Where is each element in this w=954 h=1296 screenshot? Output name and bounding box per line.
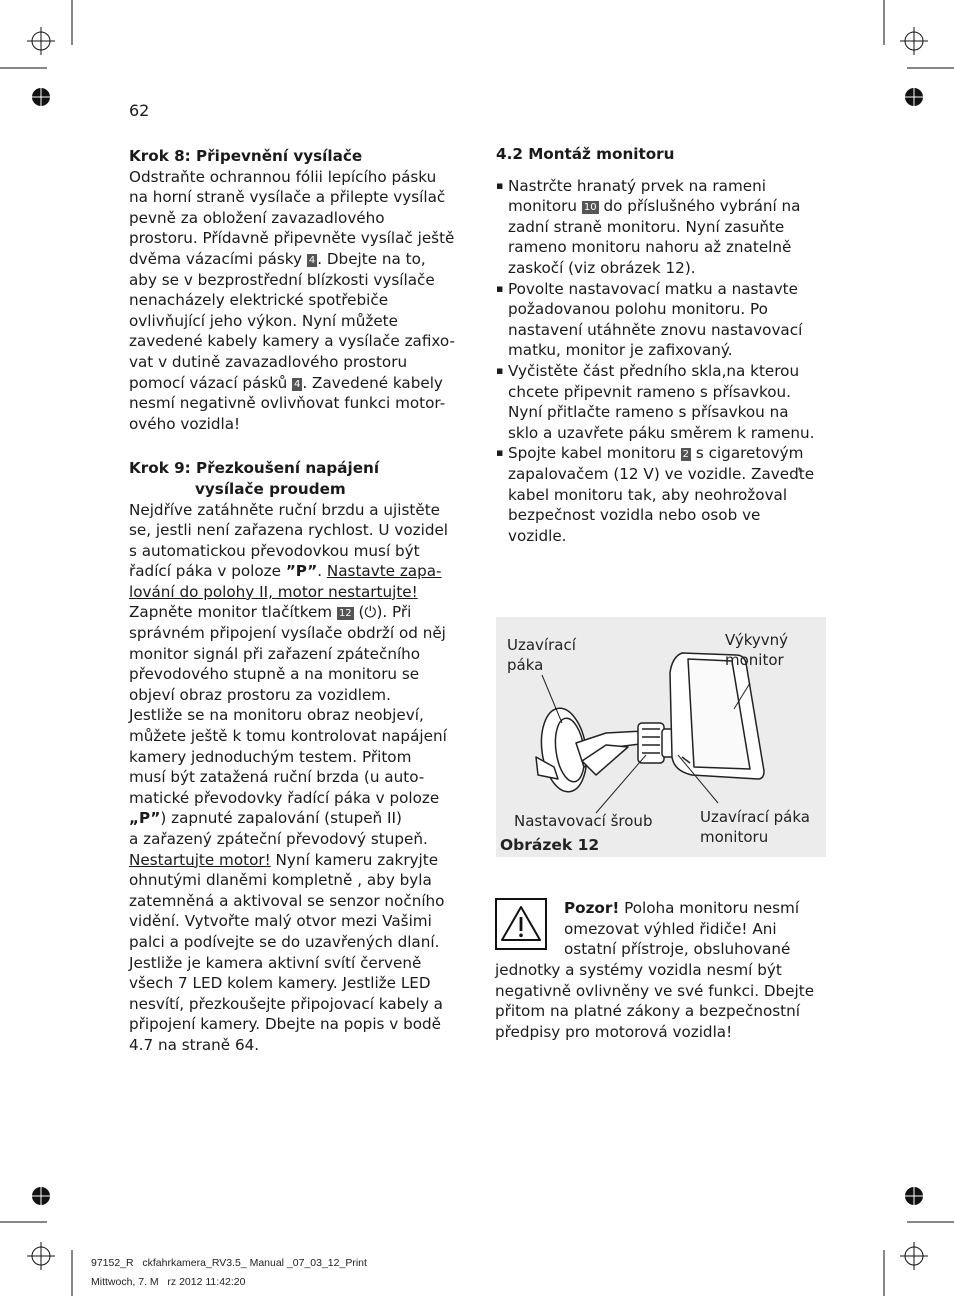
registration-mark-icon <box>900 27 928 55</box>
step9-heading: Krok 9: Přezkoušení napájení <box>129 459 380 478</box>
text-line: negativně ovlivněny ve své funkci. Dbejte <box>495 981 815 1000</box>
text-span: Zapněte monitor tlačítkem <box>129 603 337 622</box>
reference-number-badge: 4 <box>308 254 316 266</box>
text-line <box>129 850 469 871</box>
left-column <box>129 146 469 1056</box>
text-line: ▪ Nastrčte hranatý prvek na rameni <box>508 176 766 195</box>
text-line: ▪ Vyčistěte část předního skla,na kterou <box>508 361 800 380</box>
text-line: musí být zatažená ruční brzda (u auto- <box>129 768 425 787</box>
warning-text-top <box>564 898 834 960</box>
list-item <box>496 443 832 546</box>
text-line: kamery jednoduchým testem. Přitom <box>129 747 412 766</box>
label-line: Uzavírací páka <box>700 808 810 826</box>
text-line: připojení kamery. Dbejte na popis v bodě <box>129 1015 442 1034</box>
text-line: Nejdříve zatáhněte ruční brzdu a ujistěte <box>129 500 441 519</box>
text-line: ovlivňující jeho výkon. Nyní můžete <box>129 311 398 330</box>
text-line <box>129 373 469 394</box>
text-line <box>129 249 469 270</box>
registration-dot-icon <box>903 1185 925 1207</box>
text-line: vat v dutině zavazadlového prostoru <box>129 352 408 371</box>
text-line: zadní straně monitoru. Nyní zasuňte <box>508 217 785 236</box>
text-line: ohnutými dlaněmi kompletně , aby byla <box>129 871 432 890</box>
text-line: matické převodovky řadící páka v poloze <box>129 788 440 807</box>
text-line: na horní straně vysílače a přilepte vysílač <box>129 188 446 207</box>
text-line: nesvítí, přezkoušejte připojovací kabely a <box>129 994 443 1013</box>
figure-caption: Obrázek 12 <box>500 836 600 854</box>
text-line: zavedené kabely kamery a vysílače zafixo- <box>129 332 455 351</box>
text-line: nesmí negativně ovlivňovat funkci motor- <box>129 394 446 413</box>
text-line: matku, monitor je zafixovaný. <box>508 341 733 360</box>
text-line: požadovanou polohu monitoru. Po <box>508 300 768 319</box>
text-line: nenacházely elektrické spotřebiče <box>129 291 389 310</box>
registration-dot-icon <box>30 1185 52 1207</box>
text-line: s automatickou převodovkou musí být <box>129 541 420 560</box>
text-line: ostatní přístroje, obsluhované <box>564 940 791 959</box>
text-line: vozidle. <box>508 526 567 545</box>
underlined-text: lování do polohy II, motor nestartujte! <box>129 582 418 601</box>
text-line <box>129 808 469 829</box>
text-line <box>564 898 834 919</box>
text-line <box>508 443 832 464</box>
text-line: ▪ Povolte nastavovací matku a nastavte <box>508 279 798 298</box>
label-lever <box>507 635 576 675</box>
text-line: zaskočí (viz obrázek 12). <box>508 258 696 277</box>
label-line: Uzavírací <box>507 636 576 654</box>
text-line <box>129 561 469 582</box>
text-line: jednotky a systémy vozidla nesmí být <box>495 961 782 979</box>
list-item <box>496 361 832 443</box>
text-line: všech 7 LED kolem kamery. Jestliže LED <box>129 974 431 993</box>
text-line: palci a podívejte se do uzavřených dlaní. <box>129 932 440 951</box>
text-span: Nyní kameru zakryjte <box>270 850 439 869</box>
instruction-list <box>496 176 832 547</box>
text-line: omezovat výhled řidiče! Ani <box>564 919 777 938</box>
text-line: sklo a uzavřete páku směrem k ramenu. <box>508 423 815 442</box>
text-span: s cigaretovým <box>691 444 804 463</box>
label-monitor <box>725 630 788 670</box>
registration-mark-icon <box>900 1242 928 1270</box>
text-span: ) zapnuté zapalování (stupeň II) <box>160 809 402 828</box>
print-slug-line1: 97152_R ckfahrkamera_RV3.5_ Manual _07_03_12_Print <box>91 1257 367 1269</box>
spacer <box>496 165 832 176</box>
figure-12 <box>496 617 826 857</box>
text-span: . <box>317 562 327 581</box>
right-column <box>496 144 832 546</box>
text-span: dvěma vázacími pásky <box>129 249 307 268</box>
text-line: Nyní přitlačte rameno s přísavkou na <box>508 403 789 422</box>
text-line: nastavení utáhněte znovu nastavovací <box>508 320 803 339</box>
label-line: monitor <box>725 651 784 669</box>
label-line: páka <box>507 656 544 674</box>
text-span: řadící páka v poloze <box>129 562 286 581</box>
text-line: Jestliže se na monitoru obraz neobjeví, <box>129 706 424 725</box>
print-slug-line2: Mittwoch, 7. M rz 2012 11:42:20 <box>91 1276 246 1288</box>
step8-heading: Krok 8: Připevnění vysílače <box>129 147 363 165</box>
text-span: monitoru <box>508 197 582 216</box>
spacer <box>129 434 469 458</box>
warning-text-bottom <box>495 960 835 1042</box>
underlined-text: Nestartujte motor! <box>129 850 271 869</box>
reference-number-badge: 10 <box>583 202 597 214</box>
text-span: ”P” <box>285 562 318 581</box>
text-line: předpisy pro motorová vozidla! <box>495 1022 733 1041</box>
text-line: prostoru. Přídavně připevněte vysílač ještě <box>129 229 455 248</box>
reference-number-badge: 2 <box>682 449 690 461</box>
registration-dot-icon <box>903 86 925 108</box>
step9-heading-cont: vysílače proudem <box>195 479 346 498</box>
text-line <box>508 196 832 217</box>
text-span: . Zavedené kabely <box>302 373 443 392</box>
warning-triangle-icon <box>497 900 545 948</box>
text-line: vidění. Vytvořte malý otvor mezi Vašimi <box>129 912 432 931</box>
text-span: Spojte kabel monitoru <box>508 444 681 463</box>
text-line: a zařazený zpáteční převodový stupeň. <box>129 830 428 848</box>
page-number: 62 <box>129 101 150 120</box>
warning-title: Pozor! <box>564 899 620 917</box>
underlined-text: Nastavte zapa- <box>326 562 442 581</box>
text-line: objeví obraz prostoru za vozidlem. <box>129 685 391 704</box>
text-span: . Dbejte na to, <box>317 249 426 268</box>
text-line: 4.7 na straně 64. <box>129 1035 260 1054</box>
text-line: zatemněná a aktivoval se senzor nočního <box>129 891 445 910</box>
registration-mark-icon <box>27 1242 55 1270</box>
registration-dot-icon <box>30 86 52 108</box>
text-span: do příslušného vybrání na <box>598 197 801 216</box>
label-adjusting-screw: Nastavovací šroub <box>514 812 653 830</box>
label-line: Výkyvný <box>725 631 789 649</box>
text-line: převodového stupně a na monitoru se <box>129 665 420 684</box>
list-item <box>496 279 832 361</box>
registration-mark-icon <box>27 27 55 55</box>
text-line: Jestliže je kamera aktivní svítí červeně <box>129 953 422 972</box>
text-line: Odstraňte ochrannou fólii lepícího pásku <box>129 167 437 186</box>
reference-number-badge: 12 <box>338 608 352 620</box>
text-line: monitor signál při zařazení zpátečního <box>129 644 421 663</box>
text-line: můžete ještě k tomu kontrolovat napájení <box>129 727 447 746</box>
text-span: Poloha monitoru nesmí <box>619 899 800 917</box>
text-span: „P” <box>129 809 161 828</box>
text-line <box>129 602 469 623</box>
text-span: (⏻). Při <box>353 603 412 622</box>
text-line: pevně za obložení zavazadlového <box>129 208 385 227</box>
label-line: monitoru <box>700 828 769 846</box>
reference-number-badge: 4 <box>294 378 301 390</box>
text-line: chcete připevnit rameno s přísavkou. <box>508 382 791 401</box>
text-line: ového vozidla! <box>129 414 241 433</box>
text-line: se, jestli není zařazena rychlost. U vozidel <box>129 521 449 540</box>
text-span: pomocí vázací pásků <box>129 373 293 392</box>
list-item <box>496 176 832 279</box>
text-line: bezpečnost vozidla nebo osob ve <box>508 506 761 525</box>
text-line: přitom na platné zákony a bezpečnostní <box>495 1002 800 1021</box>
warning-box <box>495 898 547 950</box>
text-line: aby se v bezprostřední blízkosti vysílače <box>129 270 435 289</box>
text-line: rameno monitoru nahoru až znatelně <box>508 238 792 257</box>
text-line: kabel monitoru tak, aby neohrožoval <box>508 485 788 504</box>
section-heading: 4.2 Montáž monitoru <box>496 145 675 163</box>
label-monitor-lever <box>700 807 810 847</box>
text-line: správném připojení vysílače obdrží od něj <box>129 624 446 643</box>
text-line: zapalovačem (12 V) ve vozidle. Zaveďte <box>508 464 815 483</box>
